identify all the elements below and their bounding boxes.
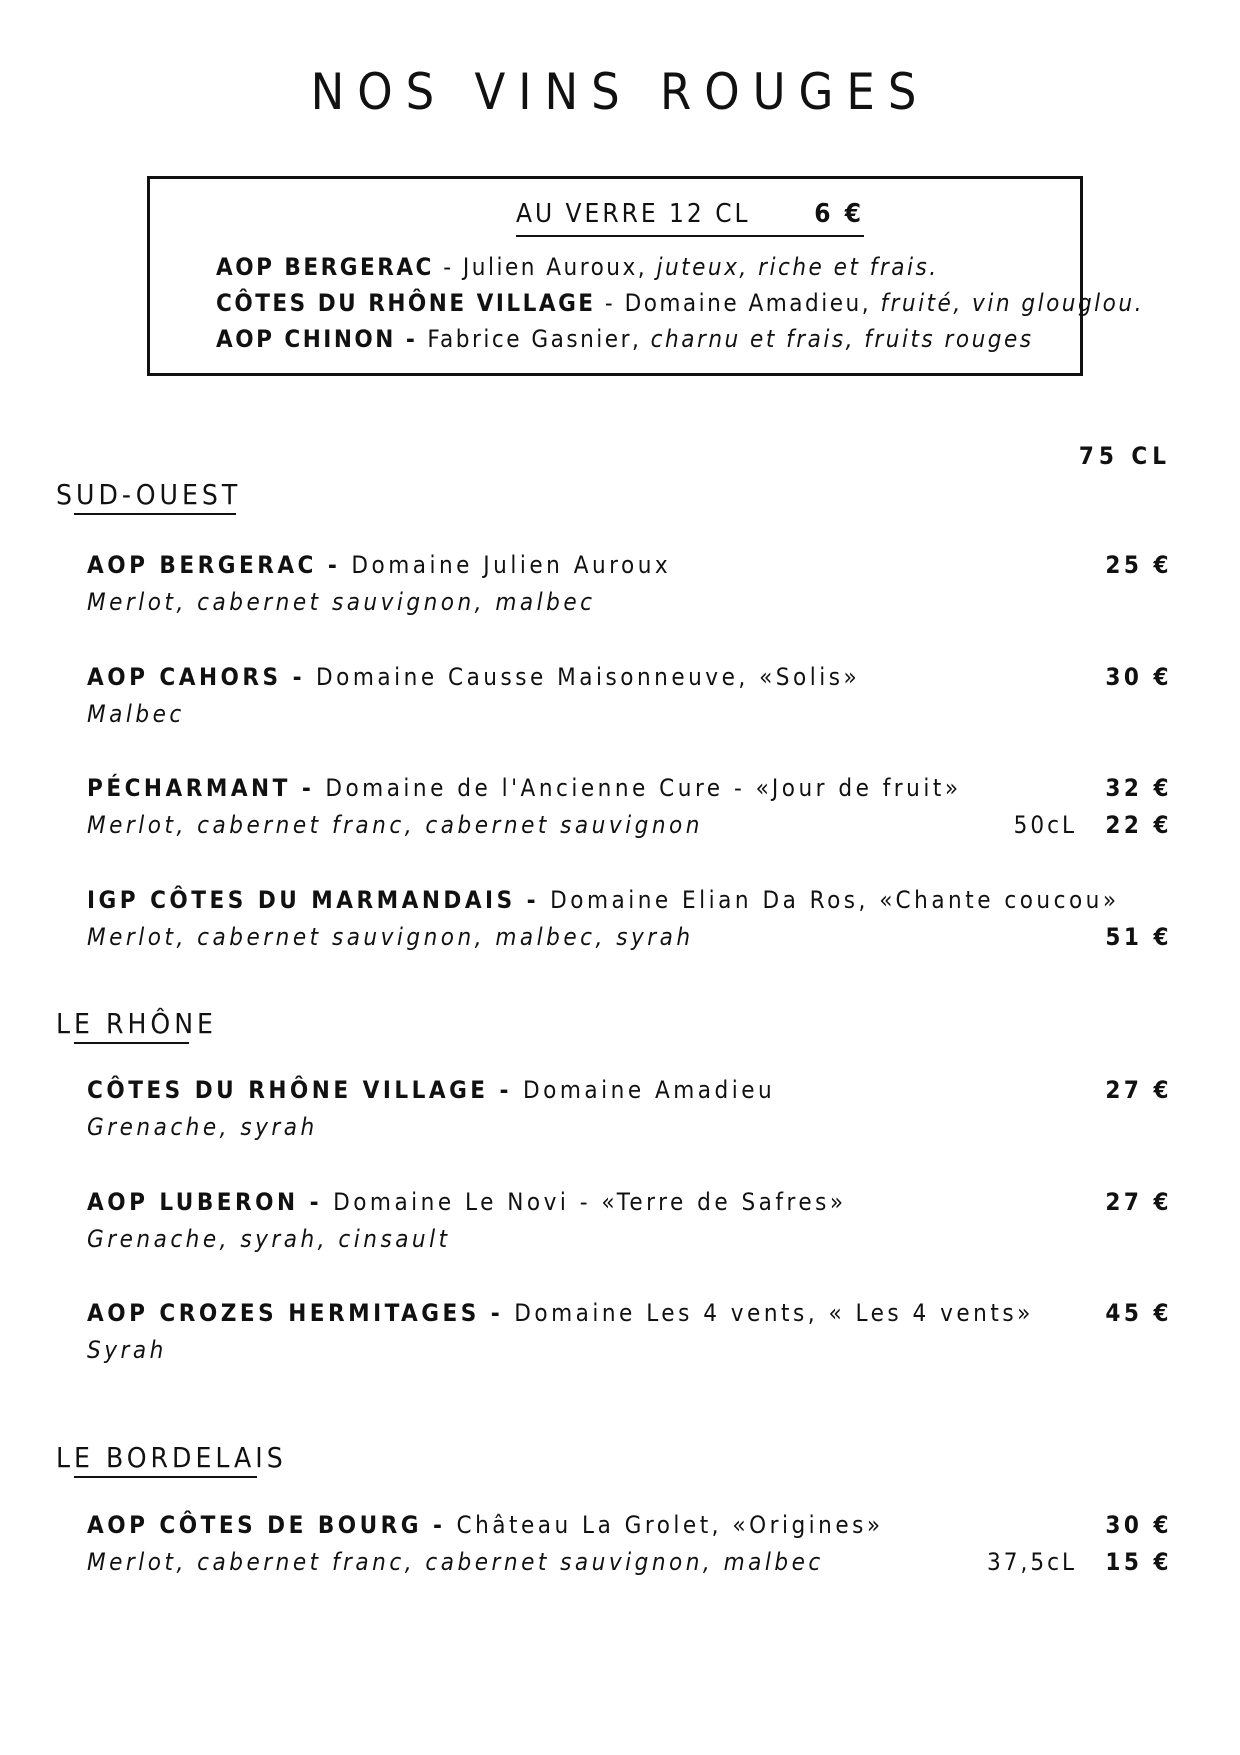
glass-wine-name: CÔTES DU RHÔNE VILLAGE (216, 289, 596, 317)
glass-wine-line (216, 321, 1144, 357)
section-heading-text: SUD-OUEST (56, 478, 242, 511)
glass-wine-description: fruité, vin glouglou. (880, 289, 1144, 317)
page-title: NOS VINS ROUGES (310, 63, 930, 121)
wine-price: 32 € (1105, 774, 1172, 802)
glass-wine-line (216, 249, 1144, 285)
wine-small-volume: 50cL (1013, 811, 1077, 839)
section-heading-sud-ouest (56, 478, 241, 511)
wine-price: 45 € (1105, 1299, 1172, 1327)
wine-name: AOP LUBERON - (87, 1188, 334, 1216)
wine-grapes: Grenache, syrah (87, 1113, 318, 1141)
wine-price: 25 € (1105, 551, 1172, 579)
wine-name: AOP BERGERAC - (87, 551, 352, 579)
glass-wine-name: AOP BERGERAC (216, 253, 434, 281)
wine-price: 27 € (1105, 1076, 1172, 1104)
wine-grapes: Malbec (87, 700, 185, 728)
section-heading-le-bordelais (56, 1441, 287, 1474)
wine-name: AOP CÔTES DE BOURG - (87, 1511, 457, 1539)
wine-name: AOP CAHORS - (87, 663, 317, 691)
section-underline (74, 1042, 189, 1044)
glass-wine-producer: Fabrice Gasnier, (427, 325, 651, 353)
wine-name: IGP CÔTES DU MARMANDAIS - (87, 886, 551, 914)
wine-producer: Domaine Les 4 vents, « Les 4 vents» (514, 1299, 1034, 1327)
wine-producer: Domaine Causse Maisonneuve, «Solis» (316, 663, 861, 691)
wine-price: 51 € (1105, 923, 1172, 951)
wine-small-price: 15 € (1105, 1548, 1172, 1576)
wine-producer: Domaine Le Novi - «Terre de Safres» (333, 1188, 847, 1216)
glass-wine-line (216, 285, 1144, 321)
wine-item (87, 1511, 1172, 1585)
wine-grapes: Grenache, syrah, cinsault (87, 1225, 451, 1253)
wine-producer: Domaine de l'Ancienne Cure - «Jour de fruit» (325, 774, 962, 802)
wine-price: 30 € (1105, 1511, 1172, 1539)
wine-name: CÔTES DU RHÔNE VILLAGE - (87, 1076, 524, 1104)
wine-item (87, 1188, 1172, 1262)
section-heading-le-rhone (56, 1007, 217, 1040)
by-the-glass-price: 6 € (814, 199, 864, 229)
wine-producer: Domaine Amadieu (523, 1076, 776, 1104)
wine-price: 30 € (1105, 663, 1172, 691)
wine-name: AOP CROZES HERMITAGES - (87, 1299, 515, 1327)
wine-small-volume: 37,5cL (987, 1548, 1077, 1576)
wine-grapes: Merlot, cabernet franc, cabernet sauvignon (87, 811, 703, 839)
wine-producer: Château La Grolet, «Origines» (456, 1511, 884, 1539)
wine-name: PÉCHARMANT - (87, 774, 326, 802)
glass-wine-description: juteux, riche et frais. (656, 253, 939, 281)
glass-wine-producer: Julien Auroux, (462, 253, 657, 281)
glass-wine-name: AOP CHINON - (216, 325, 428, 353)
wine-grapes: Merlot, cabernet sauvignon, malbec, syrah (87, 923, 694, 951)
by-the-glass-list (216, 249, 1144, 357)
wine-grapes: Syrah (87, 1336, 167, 1364)
section-underline (74, 1476, 257, 1478)
by-the-glass-box (147, 176, 1144, 376)
wine-grapes: Merlot, cabernet franc, cabernet sauvignon, malbec (87, 1548, 824, 1576)
section-heading-text: LE BORDELAIS (56, 1441, 287, 1474)
by-the-glass-heading (516, 199, 864, 237)
wine-grapes: Merlot, cabernet sauvignon, malbec (87, 588, 596, 616)
glass-wine-separator: - (433, 253, 463, 281)
wine-item (87, 774, 1172, 848)
wine-item (87, 1299, 1172, 1373)
bottle-size-header: 75 CL (1078, 442, 1171, 470)
wine-item (87, 886, 1172, 960)
by-the-glass-label: AU VERRE 12 CL (516, 199, 751, 229)
section-heading-text: LE RHÔNE (56, 1007, 217, 1040)
wine-item (87, 1076, 1172, 1150)
wine-item (87, 551, 1172, 625)
wine-price: 27 € (1105, 1188, 1172, 1216)
wine-item (87, 663, 1172, 737)
glass-wine-description: charnu et frais, fruits rouges (650, 325, 1034, 353)
glass-wine-producer: Domaine Amadieu, (624, 289, 881, 317)
glass-wine-separator: - (595, 289, 625, 317)
wine-small-price: 22 € (1105, 811, 1172, 839)
section-underline (74, 513, 236, 515)
wine-producer: Domaine Elian Da Ros, «Chante coucou» (550, 886, 1120, 914)
wine-producer: Domaine Julien Auroux (351, 551, 672, 579)
